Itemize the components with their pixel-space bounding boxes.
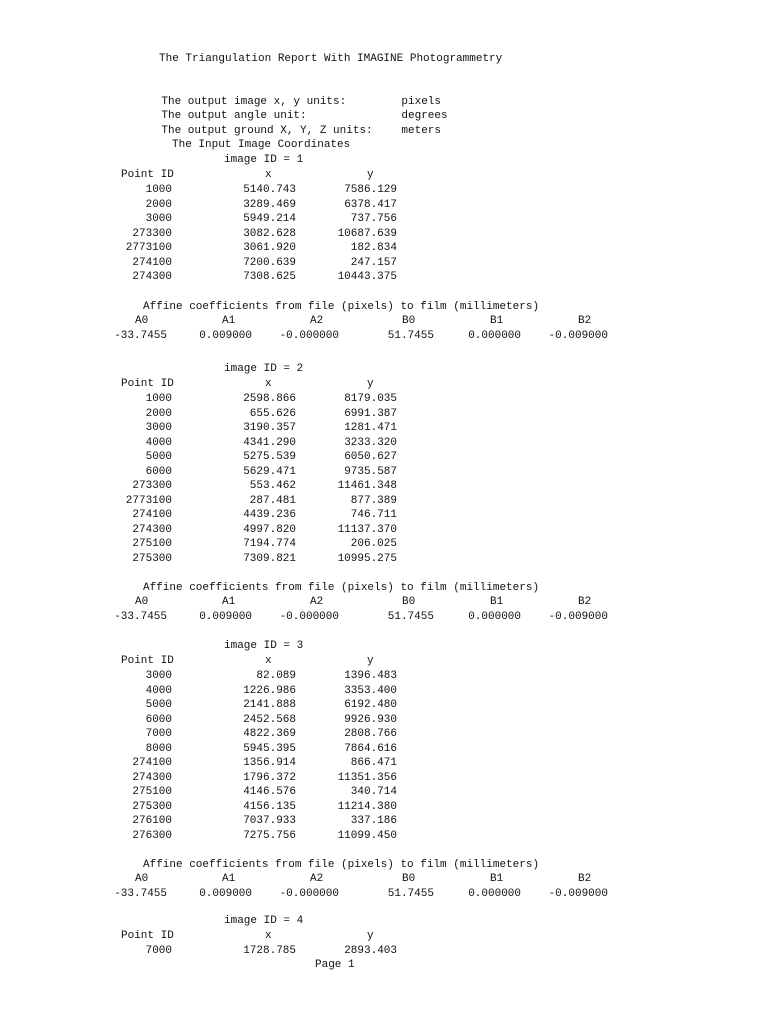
header-point-id: Point ID: [121, 655, 174, 667]
affine-header-row: [0, 595, 768, 609]
y-cell: 11461.348: [337, 480, 397, 492]
affine-value-a2: -0.000000: [279, 611, 339, 623]
x-cell: 4146.576: [243, 786, 296, 798]
affine-value-b0: 51.7455: [387, 611, 434, 623]
units-label: The output ground X, Y, Z units:: [161, 125, 373, 137]
table-row: [0, 465, 768, 479]
table-row: [0, 944, 768, 958]
x-cell: 3190.357: [243, 422, 296, 434]
y-cell: 10995.275: [337, 552, 397, 565]
table-row: [0, 407, 768, 421]
image-id-label: image ID = 4: [224, 915, 304, 927]
header-x: x: [265, 378, 272, 390]
table-row: [0, 508, 768, 522]
y-cell: 2893.403: [344, 945, 397, 957]
x-cell: 3061.920: [243, 242, 296, 254]
table-row: [0, 829, 768, 843]
x-cell: 7275.756: [243, 829, 296, 842]
affine-header-a2: A2: [310, 314, 324, 327]
image-id-label: image ID = 2: [224, 363, 304, 375]
table-row: [0, 198, 768, 212]
y-cell: 6050.627: [344, 451, 397, 463]
point-id-cell: 4000: [145, 436, 172, 449]
point-id-cell: 2773100: [125, 494, 172, 507]
table-header-row: [0, 654, 768, 668]
y-cell: 10687.639: [337, 227, 397, 240]
header-point-id: Point ID: [121, 930, 174, 942]
point-id-cell: 5000: [145, 699, 172, 711]
x-cell: 1226.986: [243, 684, 296, 697]
y-cell: 247.157: [350, 256, 397, 269]
table-row: [0, 814, 768, 828]
x-cell: 3082.628: [243, 227, 296, 240]
point-id-cell: 1000: [145, 184, 172, 196]
affine-header-a0: A0: [135, 314, 149, 327]
affine-value-a0: -33.7455: [114, 329, 167, 342]
x-cell: 287.481: [249, 494, 296, 507]
header-y: y: [367, 378, 374, 390]
table-row: [0, 727, 768, 741]
table-row: [0, 270, 768, 284]
table-row: [0, 392, 768, 406]
table-row: [0, 523, 768, 537]
units-value: pixels: [401, 96, 442, 108]
table-row: [0, 494, 768, 508]
affine-header-a0: A0: [135, 596, 149, 608]
header-point-id: Point ID: [121, 169, 174, 181]
units-value: meters: [401, 125, 442, 137]
affine-header-row: [0, 314, 768, 328]
x-cell: 2141.888: [243, 699, 296, 711]
point-id-cell: 274300: [132, 771, 172, 784]
units-label: The output image x, y units:: [161, 96, 347, 108]
y-cell: 11351.356: [337, 771, 397, 784]
y-cell: 10443.375: [337, 271, 397, 283]
units-label: The output angle unit:: [161, 110, 307, 122]
x-cell: 655.626: [249, 407, 296, 420]
page-number: Page 1: [315, 959, 355, 971]
affine-value-a2: -0.000000: [279, 888, 339, 900]
table-row: [0, 552, 768, 566]
y-cell: 3353.400: [344, 684, 397, 697]
table-row: [0, 742, 768, 756]
table-row: [0, 227, 768, 241]
point-id-cell: 2773100: [125, 242, 172, 254]
affine-value-a0: -33.7455: [114, 611, 167, 623]
affine-value-a2: -0.000000: [279, 329, 339, 342]
x-cell: 4997.820: [243, 523, 296, 536]
y-cell: 182.834: [350, 242, 397, 254]
x-cell: 3289.469: [243, 198, 296, 211]
affine-header-a0: A0: [135, 873, 149, 885]
affine-value-a1: 0.009000: [199, 888, 252, 900]
point-id-cell: 7000: [145, 728, 172, 740]
affine-header-b0: B0: [402, 873, 416, 885]
x-cell: 553.462: [249, 480, 296, 492]
table-row: [0, 450, 768, 464]
affine-header-b2: B2: [578, 873, 592, 885]
affine-value-b0: 51.7455: [387, 888, 434, 900]
y-cell: 206.025: [350, 538, 397, 550]
table-row: [0, 771, 768, 785]
point-id-cell: 3000: [145, 422, 172, 434]
x-cell: 4156.135: [243, 800, 296, 813]
affine-value-b2: -0.009000: [548, 611, 608, 623]
table-row: [0, 785, 768, 799]
affine-header-a2: A2: [310, 873, 324, 885]
point-id-cell: 276300: [132, 829, 172, 842]
table-row: [0, 256, 768, 270]
point-id-cell: 2000: [145, 198, 172, 211]
affine-header-a1: A1: [222, 314, 236, 327]
image-id-label: image ID = 1: [224, 154, 304, 166]
y-cell: 6378.417: [344, 198, 397, 211]
point-id-cell: 276100: [132, 815, 172, 827]
point-id-cell: 273300: [132, 227, 172, 240]
point-id-cell: 3000: [145, 670, 172, 682]
table-header-row: [0, 377, 768, 391]
table-row: [0, 713, 768, 727]
point-id-cell: 275300: [132, 800, 172, 813]
affine-header-b1: B1: [490, 314, 504, 327]
table-header-row: [0, 168, 768, 182]
table-row: [0, 436, 768, 450]
affine-value-b0: 51.7455: [387, 329, 434, 342]
x-cell: 7200.639: [243, 256, 296, 269]
point-id-cell: 6000: [145, 465, 172, 478]
affine-header-b0: B0: [402, 596, 416, 608]
y-cell: 340.714: [350, 786, 397, 798]
affine-value-a0: -33.7455: [114, 888, 167, 900]
x-cell: 2452.568: [243, 713, 296, 726]
y-cell: 9926.930: [344, 713, 397, 726]
y-cell: 866.471: [350, 757, 397, 769]
affine-value-a1: 0.009000: [199, 329, 252, 342]
affine-value-b1: 0.000000: [468, 329, 521, 342]
affine-value-b1: 0.000000: [468, 888, 521, 900]
x-cell: 7037.933: [243, 815, 296, 827]
image-id-label: image ID = 3: [224, 640, 304, 652]
y-cell: 11214.380: [337, 800, 397, 813]
affine-values-row: [0, 329, 768, 343]
affine-value-b1: 0.000000: [468, 611, 521, 623]
header-point-id: Point ID: [121, 378, 174, 390]
y-cell: 746.711: [350, 509, 397, 521]
table-row: [0, 537, 768, 551]
table-row: [0, 421, 768, 435]
affine-header-b2: B2: [578, 314, 592, 327]
x-cell: 5949.214: [243, 213, 296, 225]
y-cell: 6991.387: [344, 407, 397, 420]
affine-header-b0: B0: [402, 314, 416, 327]
y-cell: 2808.766: [344, 728, 397, 740]
point-id-cell: 5000: [145, 451, 172, 463]
x-cell: 82.089: [256, 670, 296, 682]
affine-title: Affine coefficients from file (pixels) to film (millimeters): [143, 300, 540, 313]
affine-header-b1: B1: [490, 596, 504, 608]
y-cell: 1281.471: [344, 422, 397, 434]
table-row: [0, 479, 768, 493]
header-y: y: [367, 655, 374, 667]
point-id-cell: 274100: [132, 509, 172, 521]
header-x: x: [265, 930, 272, 942]
y-cell: 737.756: [350, 213, 397, 225]
header-x: x: [265, 169, 272, 181]
table-row: [0, 800, 768, 814]
section-title: The Input Image Coordinates: [172, 139, 351, 151]
y-cell: 11137.370: [337, 523, 397, 536]
table-row: [0, 212, 768, 226]
point-id-cell: 2000: [145, 407, 172, 420]
affine-title: Affine coefficients from file (pixels) to film (millimeters): [143, 859, 540, 871]
header-y: y: [367, 930, 374, 942]
table-header-row: [0, 929, 768, 943]
y-cell: 1396.483: [344, 670, 397, 682]
y-cell: 11099.450: [337, 829, 397, 842]
point-id-cell: 274300: [132, 271, 172, 283]
header-x: x: [265, 655, 272, 667]
x-cell: 4341.290: [243, 436, 296, 449]
affine-values-row: [0, 610, 768, 624]
affine-header-a1: A1: [222, 873, 236, 885]
point-id-cell: 275100: [132, 786, 172, 798]
y-cell: 7864.616: [344, 742, 397, 755]
y-cell: 7586.129: [344, 184, 397, 196]
point-id-cell: 274100: [132, 256, 172, 269]
affine-value-b2: -0.009000: [548, 329, 608, 342]
point-id-cell: 1000: [145, 393, 172, 405]
affine-title: Affine coefficients from file (pixels) to film (millimeters): [143, 582, 540, 594]
x-cell: 4439.236: [243, 509, 296, 521]
x-cell: 5629.471: [243, 465, 296, 478]
table-row: [0, 183, 768, 197]
x-cell: 1356.914: [243, 757, 296, 769]
affine-value-a1: 0.009000: [199, 611, 252, 623]
x-cell: 1796.372: [243, 771, 296, 784]
table-row: [0, 698, 768, 712]
x-cell: 7308.625: [243, 271, 296, 283]
point-id-cell: 8000: [145, 742, 172, 755]
table-row: [0, 669, 768, 683]
point-id-cell: 6000: [145, 713, 172, 726]
y-cell: 877.389: [350, 494, 397, 507]
point-id-cell: 275300: [132, 552, 172, 565]
x-cell: 5140.743: [243, 184, 296, 196]
affine-header-a2: A2: [310, 596, 324, 608]
table-row: [0, 684, 768, 698]
affine-header-a1: A1: [222, 596, 236, 608]
x-cell: 1728.785: [243, 945, 296, 957]
y-cell: 3233.320: [344, 436, 397, 449]
table-row: [0, 241, 768, 255]
y-cell: 337.186: [350, 815, 397, 827]
header-y: y: [367, 169, 374, 181]
x-cell: 5945.395: [243, 742, 296, 755]
x-cell: 7194.774: [243, 538, 296, 550]
affine-header-b2: B2: [578, 596, 592, 608]
point-id-cell: 3000: [145, 213, 172, 225]
affine-header-b1: B1: [490, 873, 504, 885]
y-cell: 8179.035: [344, 393, 397, 405]
affine-values-row: [0, 887, 768, 901]
report-title: The Triangulation Report With IMAGINE Photogrammetry: [159, 53, 503, 65]
point-id-cell: 275100: [132, 538, 172, 550]
y-cell: 6192.480: [344, 699, 397, 711]
point-id-cell: 7000: [145, 945, 172, 957]
point-id-cell: 274100: [132, 757, 172, 769]
x-cell: 4822.369: [243, 728, 296, 740]
units-value: degrees: [401, 110, 448, 122]
point-id-cell: 4000: [145, 684, 172, 697]
x-cell: 5275.539: [243, 451, 296, 463]
point-id-cell: 274300: [132, 523, 172, 536]
x-cell: 2598.866: [243, 393, 296, 405]
x-cell: 7309.821: [243, 552, 296, 565]
table-row: [0, 756, 768, 770]
affine-value-b2: -0.009000: [548, 888, 608, 900]
affine-header-row: [0, 872, 768, 886]
point-id-cell: 273300: [132, 480, 172, 492]
y-cell: 9735.587: [344, 465, 397, 478]
